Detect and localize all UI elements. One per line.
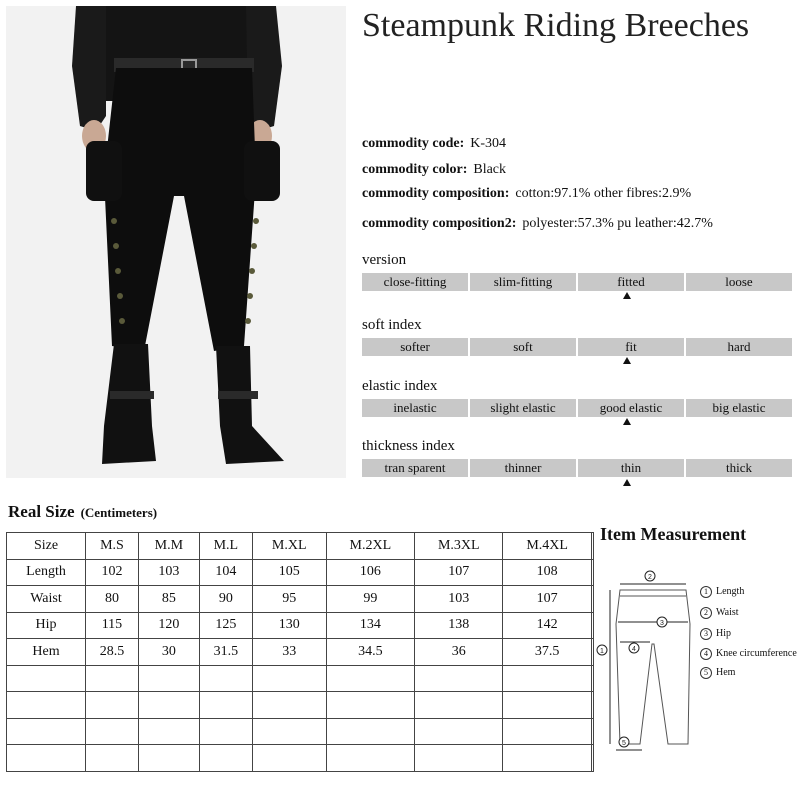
table-row [7, 665, 594, 692]
table-cell: 107 [415, 559, 503, 586]
index-option: thin [578, 459, 684, 477]
table-cell [591, 718, 593, 745]
legend-num: 2 [700, 607, 712, 619]
index-thickness-row [362, 459, 792, 477]
real-size-title: Real Size [8, 502, 75, 521]
index-option: slim-fitting [470, 273, 576, 291]
table-cell: 33 [252, 639, 326, 666]
svg-text:4: 4 [632, 646, 636, 653]
index-option: thick [686, 459, 792, 477]
attr-composition [362, 186, 691, 202]
table-cell: 85 [138, 586, 199, 613]
index-elastic-label: elastic index [362, 378, 438, 394]
table-cell: 107 [503, 586, 591, 613]
table-cell: 90 [199, 586, 252, 613]
table-cell: M.3XL [415, 533, 503, 560]
table-cell: 105 [252, 559, 326, 586]
index-option: inelastic [362, 399, 468, 417]
index-version-label: version [362, 252, 407, 268]
table-cell [415, 745, 503, 772]
table-cell [503, 745, 591, 772]
index-option: hard [686, 338, 792, 356]
table-cell [138, 718, 199, 745]
table-cell: 120 [138, 612, 199, 639]
table-cell [503, 692, 591, 719]
attr-composition-value: cotton:97.1% other fibres:2.9% [515, 186, 692, 201]
table-cell: 115 [86, 612, 139, 639]
table-cell: Size [7, 533, 86, 560]
index-option: fitted [578, 273, 684, 291]
index-option: thinner [470, 459, 576, 477]
table-cell [7, 718, 86, 745]
legend-label: Knee circumference [716, 648, 797, 659]
svg-text:3: 3 [660, 620, 664, 627]
elastic-selected-marker [623, 418, 631, 425]
table-cell: M.2XL [326, 533, 414, 560]
table-cell [326, 718, 414, 745]
table-row [7, 559, 594, 586]
table-cell: Length [7, 559, 86, 586]
index-option: slight elastic [470, 399, 576, 417]
index-elastic-row [362, 399, 792, 417]
table-cell [86, 692, 139, 719]
real-size-heading [8, 502, 157, 522]
soft-selected-marker [623, 357, 631, 364]
attr-color-label: commodity color: [362, 162, 468, 177]
table-cell [591, 559, 593, 586]
table-cell: 134 [326, 612, 414, 639]
table-cell: 104 [199, 559, 252, 586]
table-cell: 28.5 [86, 639, 139, 666]
index-soft-label: soft index [362, 317, 422, 333]
index-option: big elastic [686, 399, 792, 417]
table-cell [138, 692, 199, 719]
table-cell [199, 745, 252, 772]
table-cell [591, 639, 593, 666]
real-size-unit: (Centimeters) [80, 505, 158, 520]
table-cell [7, 692, 86, 719]
table-cell: M.L [199, 533, 252, 560]
legend-num: 4 [700, 648, 712, 660]
attr-composition2-label: commodity composition2: [362, 216, 517, 231]
table-cell [591, 586, 593, 613]
table-cell: 138 [415, 612, 503, 639]
index-option: fit [578, 338, 684, 356]
product-title: Steampunk Riding Breeches [362, 7, 750, 44]
index-option: soft [470, 338, 576, 356]
svg-text:1: 1 [600, 648, 604, 655]
table-cell: 36 [415, 639, 503, 666]
table-row [7, 745, 594, 772]
index-soft-row [362, 338, 792, 356]
table-cell: M.4XL [503, 533, 591, 560]
legend-label: Waist [716, 607, 739, 618]
table-cell [86, 745, 139, 772]
index-option: softer [362, 338, 468, 356]
table-cell [591, 745, 593, 772]
table-cell: M.XL [252, 533, 326, 560]
table-cell: 102 [86, 559, 139, 586]
svg-text:2: 2 [648, 574, 652, 581]
table-cell: 142 [503, 612, 591, 639]
product-photo [6, 6, 346, 478]
size-table [6, 532, 594, 772]
version-selected-marker [623, 292, 631, 299]
table-cell: 30 [138, 639, 199, 666]
table-row [7, 692, 594, 719]
table-cell [86, 718, 139, 745]
table-cell: 95 [252, 586, 326, 613]
table-cell: M.S [86, 533, 139, 560]
attr-color-value: Black [473, 162, 507, 177]
table-cell [252, 745, 326, 772]
table-cell [252, 718, 326, 745]
attr-code-value: K-304 [470, 136, 507, 151]
attr-code [362, 136, 506, 152]
table-cell: 31.5 [199, 639, 252, 666]
table-cell: Hem [7, 639, 86, 666]
table-cell [503, 665, 591, 692]
table-cell [252, 692, 326, 719]
table-row [7, 586, 594, 613]
table-cell: 106 [326, 559, 414, 586]
table-cell [199, 718, 252, 745]
pants-measurement-diagram [596, 564, 716, 754]
index-option: tran sparent [362, 459, 468, 477]
table-row [7, 639, 594, 666]
table-cell: Hip [7, 612, 86, 639]
attr-composition2-value: polyester:57.3% pu leather:42.7% [522, 216, 713, 231]
table-cell [86, 665, 139, 692]
index-option: loose [686, 273, 792, 291]
thickness-selected-marker [623, 479, 631, 486]
table-cell [199, 665, 252, 692]
table-cell [591, 665, 593, 692]
table-cell [415, 718, 503, 745]
table-cell [199, 692, 252, 719]
table-cell: M.M [138, 533, 199, 560]
index-option: close-fitting [362, 273, 468, 291]
table-cell: 80 [86, 586, 139, 613]
table-cell: Waist [7, 586, 86, 613]
attr-composition2 [362, 216, 713, 232]
attr-color [362, 162, 506, 178]
legend-num: 5 [700, 667, 712, 679]
legend-num: 3 [700, 628, 712, 640]
table-cell [591, 612, 593, 639]
table-cell [7, 745, 86, 772]
table-cell: 130 [252, 612, 326, 639]
index-thickness-label: thickness index [362, 438, 455, 454]
svg-text:5: 5 [622, 740, 626, 747]
legend-hip [700, 628, 731, 640]
legend-knee [700, 648, 797, 660]
table-cell [326, 665, 414, 692]
legend-label: Length [716, 586, 745, 597]
table-cell [503, 718, 591, 745]
legend-label: Hem [716, 667, 736, 678]
table-row [7, 612, 594, 639]
table-cell: 103 [138, 559, 199, 586]
table-cell [415, 692, 503, 719]
table-cell [591, 533, 593, 560]
table-cell [591, 692, 593, 719]
table-cell: 103 [415, 586, 503, 613]
table-cell [138, 665, 199, 692]
legend-waist [700, 607, 739, 619]
table-cell: 125 [199, 612, 252, 639]
table-cell: 37.5 [503, 639, 591, 666]
table-cell [415, 665, 503, 692]
table-cell: 99 [326, 586, 414, 613]
table-cell [138, 745, 199, 772]
table-row [7, 718, 594, 745]
item-measurement-title: Item Measurement [600, 524, 747, 544]
attr-composition-label: commodity composition: [362, 186, 510, 201]
table-cell: 108 [503, 559, 591, 586]
table-row [7, 533, 594, 560]
legend-length [700, 586, 744, 598]
legend-hem [700, 667, 735, 679]
index-version-row [362, 273, 792, 291]
index-option: good elastic [578, 399, 684, 417]
table-cell [326, 692, 414, 719]
table-cell: 34.5 [326, 639, 414, 666]
table-cell [326, 745, 414, 772]
table-cell [7, 665, 86, 692]
attr-code-label: commodity code: [362, 136, 465, 151]
legend-num: 1 [700, 586, 712, 598]
legend-label: Hip [716, 628, 731, 639]
table-cell [252, 665, 326, 692]
